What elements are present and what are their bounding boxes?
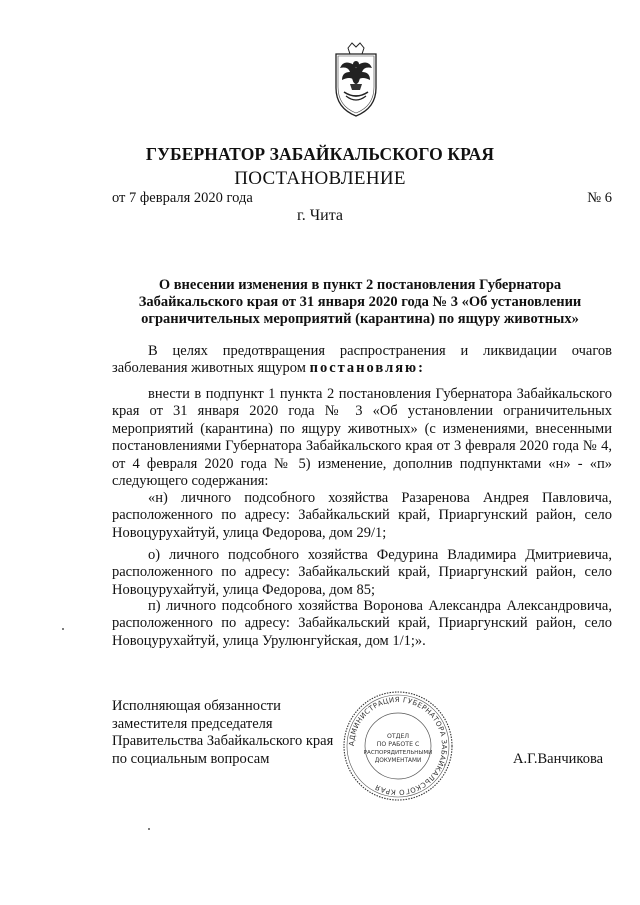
date-number-line (112, 190, 612, 207)
item-n-paragraph (112, 490, 612, 542)
document-subject: О внесении изменения в пункт 2 постановления Губернатора Забайкальского края от 31 января 2020 года № 3 «Об установлении ограничительных мероприятий (карантина) по ящуру животных» (138, 277, 582, 327)
scan-speck (62, 628, 64, 630)
item-o-paragraph (112, 547, 612, 599)
item-o-text: о) личного подсобного хозяйства Федурина Владимира Дмитриевича, расположенного по адресу: Забайкальский край, Приаргунский район, село Новоцурухайтуй, улица Федорова, дом 85; (112, 547, 612, 598)
item-p-text: п) личного подсобного хозяйства Воронова Александра Александровича, расположенного по адресу: Забайкальский край, Приаргунский район, село Новоцурухайтуй, улица Урулюнгуйская, дом 1/1;». (112, 598, 612, 649)
item-p-paragraph (112, 598, 612, 650)
decree-word: постановляю: (309, 360, 425, 377)
document-type: ПОСТАНОВЛЕНИЕ (234, 168, 406, 189)
seal-inner-line: ПО РАБОТЕ С (376, 741, 420, 748)
preamble-paragraph (112, 343, 612, 378)
preamble-text: В целях предотвращения распространения и ликвидации очагов заболевания животных ящуром (112, 343, 612, 377)
item-n-text: «н) личного подсобного хозяйства Разаренова Андрея Павловича, расположенного по адресу: Забайкальский край, Приаргунский район, село Новоцурухайтуй, улица Федорова, дом 29/1; (112, 490, 612, 541)
signer-position (112, 698, 352, 768)
city: г. Чита (296, 207, 343, 224)
signer-position-line: по социальным вопросам (112, 750, 270, 767)
seal-inner-line: РАСПОРЯДИТЕЛЬНЫМИ (363, 750, 433, 756)
document-number: № 6 (587, 190, 612, 206)
seal-inner-line: ОТДЕЛ (386, 733, 410, 740)
signer-position-line: Исполняющая обязанности (112, 698, 281, 714)
seal-ring-text: АДМИНИСТРАЦИЯ ГУБЕРНАТОРА ЗАБАЙКАЛЬСКОГО КРАЯ (347, 695, 449, 797)
main-text: внести в подпункт 1 пункта 2 постановления Губернатора Забайкальского края от 31 января 2020 года № 3 «Об установлении ограничительных мероприятий (карантина) по ящуру животных» (с изменениями, внесенными постановлениями Губернатора Забайкальского края от 3 февраля 2020 года № 4, от 4 февраля 2020 года № 5) изменение, дополнив подпунктами «н» - «п» следующего содержания: (112, 386, 612, 490)
signer-name: А.Г.Ванчикова (513, 751, 604, 767)
main-paragraph (112, 386, 612, 490)
signer-position-line: Правительства Забайкальского края (112, 733, 334, 750)
signer-position-line: заместителя председателя (112, 715, 273, 732)
coat-of-arms-icon (326, 40, 386, 120)
issuer-title: ГУБЕРНАТОР ЗАБАЙКАЛЬСКОГО КРАЯ (145, 144, 495, 164)
official-seal (342, 690, 454, 802)
scan-speck (148, 828, 150, 830)
seal-inner-line: ДОКУМЕНТАМИ (374, 758, 422, 764)
document-date: от 7 февраля 2020 года (112, 190, 253, 206)
